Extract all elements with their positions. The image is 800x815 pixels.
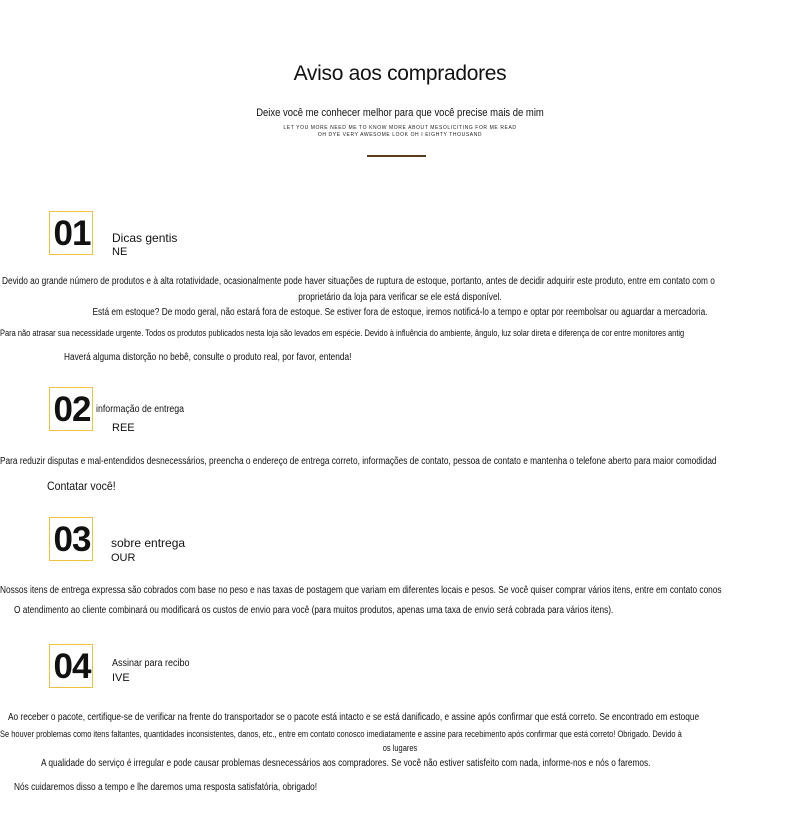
paragraph: Nossos itens de entrega expressa são cobrados com base no peso e nas taxas de postagem que variam em diferentes locais e pesos. Se você quiser comprar vários itens, entre em contato conos [0,585,722,596]
paragraph: O atendimento ao cliente combinará ou modificará os custos de envio para você (para muitos produtos, apenas uma taxa de envio será cobrada para vários itens). [14,605,614,616]
section-number-box-04 [49,644,93,688]
section-title: sobre entrega [111,536,186,550]
paragraph: Se houver problemas como itens faltantes, quantidades inconsistentes, danos, etc., entre em contato conosco imediatamente e assine para recebimento após confirmar que está correto! Obrigado. Devido à [0,729,682,739]
section-subtag: OUR [111,552,136,564]
paragraph: Contatar você! [47,479,116,493]
section-title: Assinar para recibo [112,658,190,669]
section-number: 02 [53,390,91,429]
section-number-box-02 [49,387,93,431]
paragraph: A qualidade do serviço é irregular e pode causar problemas desnecessários aos compradores. Se você não estiver satisfeito com nada, informe-nos e nós o faremos. [41,758,651,769]
paragraph: Haverá alguma distorção no bebê, consulte o produto real, por favor, entenda! [64,352,352,363]
section-number: 04 [53,647,91,686]
paragraph: Devido ao grande número de produtos e à alta rotatividade, ocasionalmente pode haver situações de ruptura de estoque, portanto, antes de decidir adquirir este produto, entre em contato com o [2,276,715,287]
section-number: 01 [53,214,91,253]
paragraph: Nós cuidaremos disso a tempo e lhe daremos uma resposta satisfatória, obrigado! [14,782,318,793]
paragraph: proprietário da loja para verificar se ele está disponível. [298,292,502,303]
section-number: 03 [53,520,91,559]
paragraph: Para reduzir disputas e mal-entendidos desnecessários, preencha o endereço de entrega correto, informações de contato, pessoa de contato e mantenha o telefone aberto para maior comodidad [0,456,717,467]
section-subtag: NE [112,246,128,258]
section-number-box-01 [49,211,93,255]
section-title: informação de entrega [96,404,185,415]
section-number-box-03 [49,517,93,561]
section-subtag: REE [112,422,135,434]
section-subtag: IVE [112,672,130,684]
tiny-caption-line-1: LET YOU MORE NEED ME TO KNOW MORE ABOUT MESOLICITING FOR ME READ [283,125,517,131]
paragraph: Para não atrasar sua necessidade urgente. Todos os produtos publicados nesta loja são levados em espécie. Devido à influência do ambiente, ângulo, luz solar direta e diferença de cor entre monitores antig [0,328,685,338]
paragraph: os lugares [382,743,418,753]
paragraph: Ao receber o pacote, certifique-se de verificar na frente do transportador se o pacote está intacto e se está danificado, e assine após confirmar que está correto. Se encontrado em estoque [8,712,700,723]
paragraph: Está em estoque? De modo geral, não estará fora de estoque. Se estiver fora de estoque, iremos notificá-lo a tempo e optar por reembolsar ou aguardar a mercadoria. [92,307,708,318]
tiny-caption-line-2: OH DYE VERY AWESOME LOOK OH I EIGHTY THOUSAND [317,132,483,138]
page-title: Aviso aos compradores [293,62,507,85]
header-divider [367,155,426,157]
section-title: Dicas gentis [112,231,178,245]
page-subtitle: Deixe você me conhecer melhor para que você precise mais de mim [256,107,544,119]
